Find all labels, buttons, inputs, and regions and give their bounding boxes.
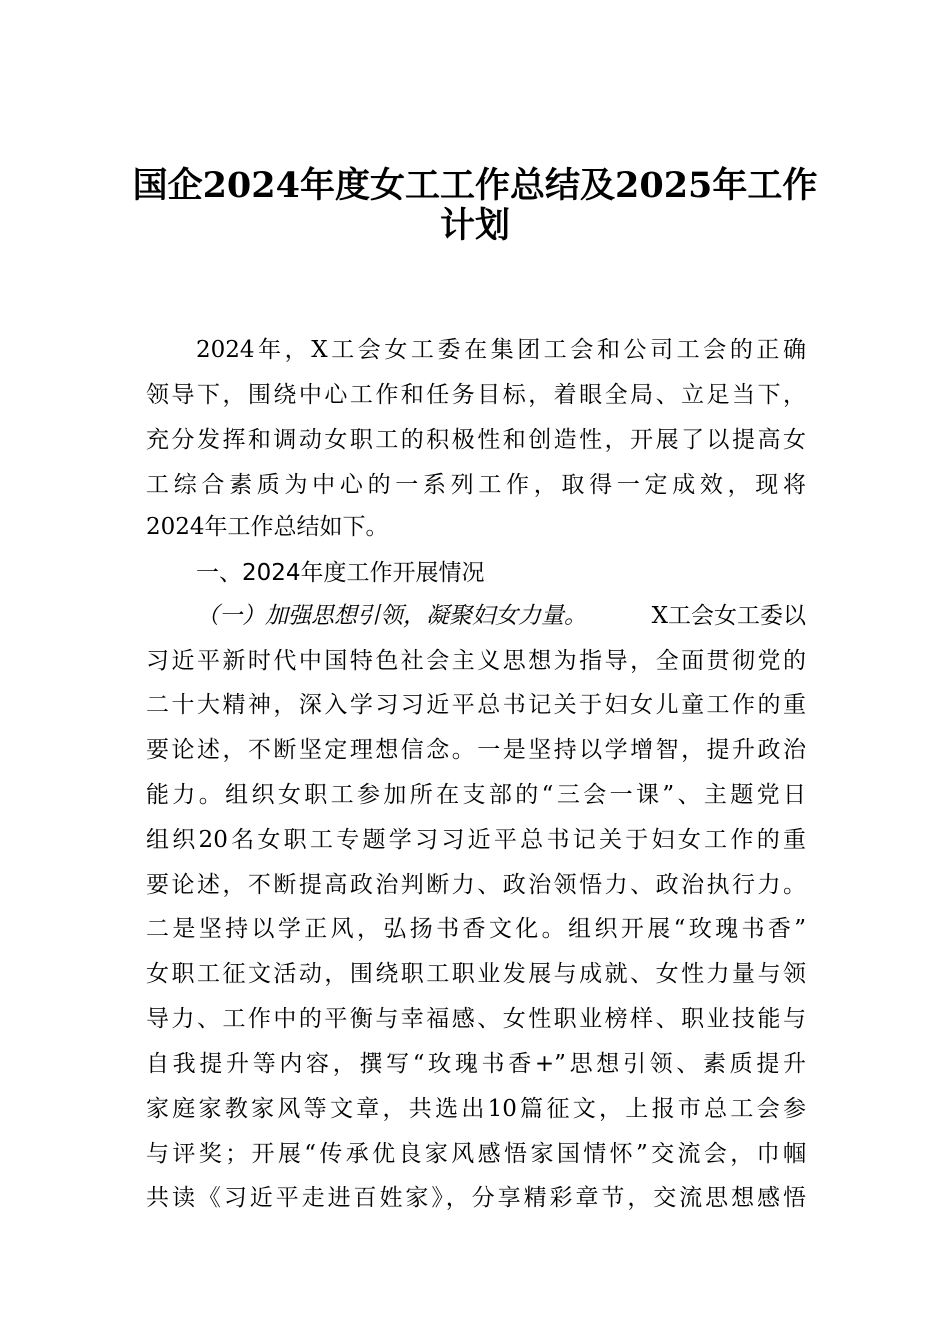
body-line: 能力。组织女职工参加所在支部的“三会一课”、主题党日	[146, 782, 806, 808]
document-title-line-1: 国企2024年度女工工作总结及2025年工作	[132, 165, 818, 206]
intro-line-4: 工综合素质为中心的一系列工作，取得一定成效，现将	[146, 472, 806, 498]
intro-line-1: 2024年，X工会女工委在集团工会和公司工会的正确	[196, 337, 806, 363]
body-line: 共读《习近平走进百姓家》，分享精彩章节，交流思想感悟	[146, 1185, 806, 1211]
intro-line-2: 领导下，围绕中心工作和任务目标，着眼全局、立足当下，	[146, 382, 806, 408]
subsection-1-first-line	[196, 601, 806, 631]
subsection-1-first-line-text: X工会女工委以	[651, 603, 806, 629]
body-line: 与评奖；开展“传承优良家风感悟家国情怀”交流会，巾帼	[146, 1141, 806, 1167]
body-line: 二十大精神，深入学习习近平总书记关于妇女儿童工作的重	[146, 692, 806, 718]
body-line: 要论述，不断提高政治判断力、政治领悟力、政治执行力。	[146, 872, 806, 898]
body-line: 导力、工作中的平衡与幸福感、女性职业榜样、职业技能与	[146, 1006, 806, 1032]
intro-line-3: 充分发挥和调动女职工的积极性和创造性，开展了以提高女	[146, 427, 806, 453]
body-line: 二是坚持以学正风，弘扬书香文化。组织开展“玫瑰书香”	[146, 916, 806, 942]
body-line: 习近平新时代中国特色社会主义思想为指导，全面贯彻党的	[146, 648, 806, 674]
body-line: 女职工征文活动，围绕职工职业发展与成就、女性力量与领	[146, 961, 806, 987]
intro-line-5: 2024年工作总结如下。	[146, 514, 389, 540]
section-heading-1: 一、2024年度工作开展情况	[196, 560, 485, 586]
body-line: 组织20名女职工专题学习习近平总书记关于妇女工作的重	[146, 827, 806, 853]
body-line: 自我提升等内容，撰写“玫瑰书香+”思想引领、素质提升	[146, 1051, 806, 1077]
subsection-1-title: （一）加强思想引领，凝聚妇女力量。	[196, 603, 587, 629]
body-line: 要论述，不断坚定理想信念。一是坚持以学增智，提升政治	[146, 737, 806, 763]
document-title-line-2: 计划	[439, 205, 510, 246]
body-line: 家庭家教家风等文章，共选出10篇征文，上报市总工会参	[146, 1096, 806, 1122]
